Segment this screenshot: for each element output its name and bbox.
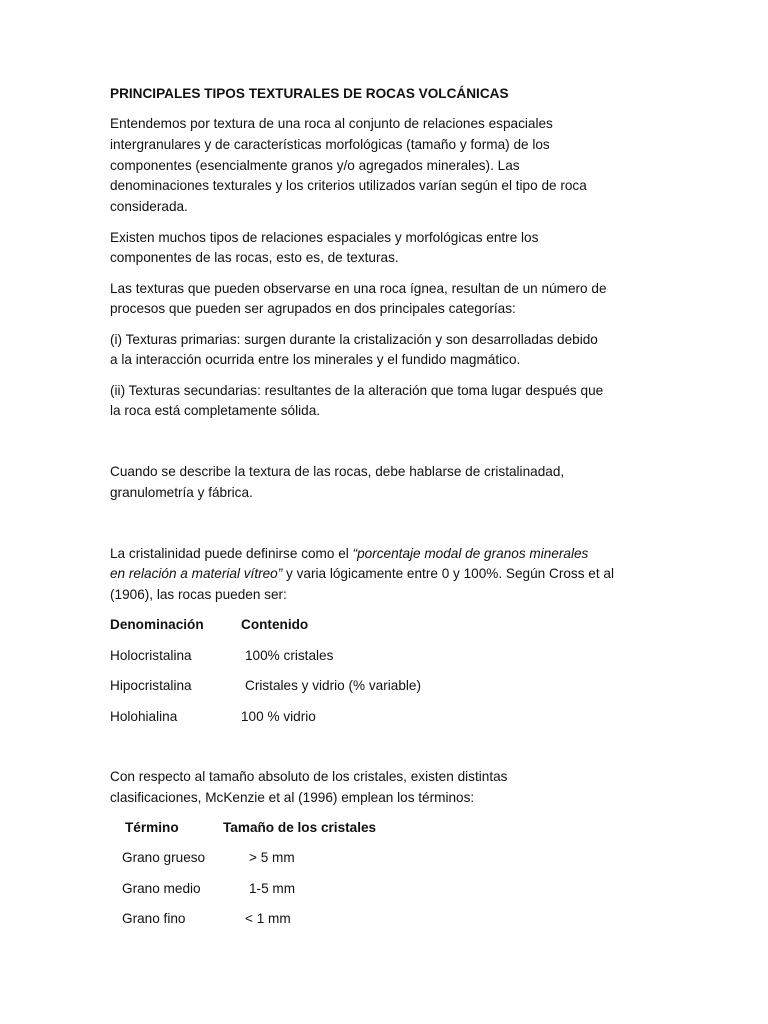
paragraph-line: a la interacción ocurrida entre los minerales y el fundido magmático. xyxy=(110,352,521,367)
table2-cell: > 5 mm xyxy=(249,850,295,865)
paragraph-line: Con respecto al tamaño absoluto de los cristales, existen distintas xyxy=(110,769,508,784)
italic-quote: “porcentaje modal de granos minerales xyxy=(352,546,589,561)
table2-header-tamano: Tamaño de los cristales xyxy=(223,820,377,835)
table1-header-denominacion: Denominación xyxy=(110,617,204,632)
paragraph-line: componentes de las rocas, esto es, de texturas. xyxy=(110,250,399,265)
paragraph-line: procesos que pueden ser agrupados en dos principales categorías: xyxy=(110,301,516,316)
paragraph-line: (i) Texturas primarias: surgen durante la cristalización y son desarrolladas debido xyxy=(110,332,598,347)
italic-quote: en relación a material vítreo” xyxy=(110,566,283,581)
table1-cell: 100 % vidrio xyxy=(241,709,316,724)
paragraph-line: granulometría y fábrica. xyxy=(110,485,253,500)
table1-cell: Hipocristalina xyxy=(110,678,192,693)
paragraph-line: Las texturas que pueden observarse en una roca ígnea, resultan de un número de xyxy=(110,281,607,296)
table1-cell: Cristales y vidrio (% variable) xyxy=(245,678,422,693)
table2-cell: 1-5 mm xyxy=(249,881,296,896)
paragraph-line: la roca está completamente sólida. xyxy=(110,403,321,418)
text-run: y varia lógicamente entre 0 y 100%. Según Cross et al xyxy=(282,566,614,581)
table1-cell: 100% cristales xyxy=(245,648,334,663)
paragraph-line: denominaciones texturales y los criterios utilizados varían según el tipo de roca xyxy=(110,178,587,193)
text-run: La cristalinidad puede definirse como el xyxy=(110,546,353,561)
paragraph-line: Cuando se describe la textura de las rocas, debe hablarse de cristalinadad, xyxy=(110,464,565,479)
table2-cell: Grano grueso xyxy=(122,850,206,865)
paragraph-line: considerada. xyxy=(110,199,188,214)
paragraph-line xyxy=(110,544,588,565)
paragraph-line: (1906), las rocas pueden ser: xyxy=(110,587,287,602)
table1-header-contenido: Contenido xyxy=(241,617,309,632)
paragraph-line: Entendemos por textura de una roca al conjunto de relaciones espaciales xyxy=(110,116,553,131)
document-title: PRINCIPALES TIPOS TEXTURALES DE ROCAS VOLCÁNICAS xyxy=(110,86,509,101)
table2-cell: < 1 mm xyxy=(245,911,291,926)
paragraph-line: Existen muchos tipos de relaciones espaciales y morfológicas entre los xyxy=(110,230,539,245)
table2-header-termino: Término xyxy=(125,820,179,835)
table1-cell: Holohialina xyxy=(110,709,178,724)
paragraph-line: intergranulares y de características morfológicas (tamaño y forma) de los xyxy=(110,137,550,152)
table2-cell: Grano medio xyxy=(122,881,201,896)
paragraph-line: (ii) Texturas secundarias: resultantes de la alteración que toma lugar después que xyxy=(110,383,604,398)
paragraph-line: componentes (esencialmente granos y/o agregados minerales). Las xyxy=(110,158,520,173)
paragraph-line xyxy=(110,564,614,585)
table2-cell: Grano fino xyxy=(122,911,186,926)
paragraph-line: clasificaciones, McKenzie et al (1996) emplean los términos: xyxy=(110,790,475,805)
table1-cell: Holocristalina xyxy=(110,648,192,663)
